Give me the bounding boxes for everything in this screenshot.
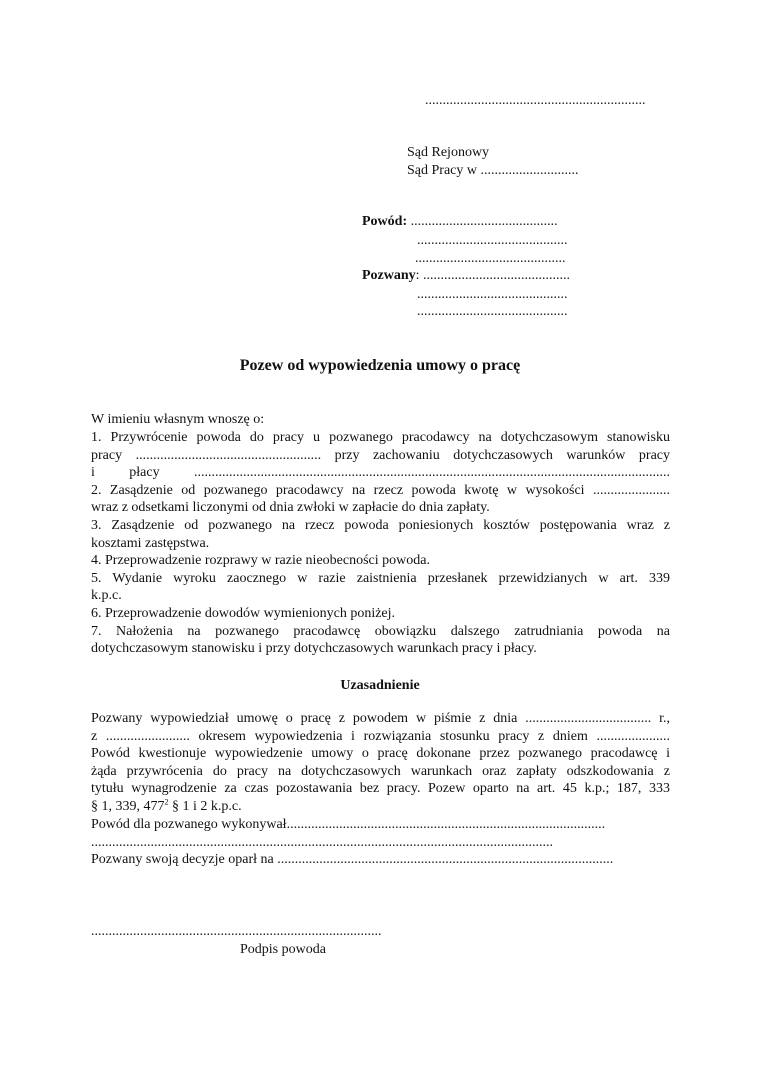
request-line: wraz z odsetkami liczonymi od dnia zwłoki w zapłacie do dnia zapłaty. <box>91 500 490 516</box>
superscript: 2 <box>164 797 169 807</box>
court-name: Sąd Rejonowy <box>407 145 490 160</box>
request-line: 3. Zasądzenie od pozwanego na rzecz powoda poniesionych kosztów postępowania wraz z <box>91 518 670 533</box>
request-line: pracy ..................................................... przy zachowaniu dotychczasowych warunków pracy <box>91 447 670 463</box>
decision-line: Pozwany swoją decyzje oparł na ................................................................................................ <box>91 852 614 867</box>
request-line: 7. Nałożenia na pozwanego pracodawcę obowiązku dalszego zatrudniania powoda na <box>91 623 670 639</box>
plaintiff-blank: ........................................... <box>417 233 568 248</box>
request-line: dotychczasowym stanowisku i przy dotychczasowych warunkach pracy i płacy. <box>91 641 537 657</box>
defendant-line <box>362 267 570 285</box>
request-line: kosztami zastępstwa. <box>91 535 210 551</box>
justification-line: Powód kwestionuje wypowiedzenie umowy o pracę dokonane przez pozwanego pracodawcę i <box>91 746 670 762</box>
plaintiff-blank: ........................................... <box>415 251 566 266</box>
legal-basis-text: § 1 i 2 k.p.c. <box>168 799 242 814</box>
request-line: 5. Wydanie wyroku zaocznego w razie zaistnienia przesłanek przewidzianych w art. 339 <box>91 570 670 586</box>
request-line: 2. Zasądzenie od pozwanego pracodawcy na rzecz powoda kwotę w wysokości ...................... <box>91 482 670 498</box>
defendant-blank: ........................................... <box>417 304 568 319</box>
defendant-blank: ........................................... <box>417 287 568 302</box>
justification-line: żąda przywrócenia do pracy na dotychczasowych warunkach oraz zapłaty odszkodowania z <box>91 763 670 779</box>
court-department: Sąd Pracy w ............................ <box>407 163 579 178</box>
request-line: i płacy ........................................................................................................................................ <box>91 465 670 481</box>
request-line: 6. Przeprowadzenie dowodów wymienionych poniżej. <box>91 606 396 621</box>
defendant-blank: : .......................................... <box>415 268 571 283</box>
blank-line: .................................................................................................................................... <box>91 835 553 850</box>
plaintiff-blank: .......................................... <box>407 214 558 229</box>
legal-basis-text: § 1, 339, 477 <box>91 799 165 814</box>
request-line: k.p.c. <box>91 588 122 604</box>
plaintiff-line <box>362 213 558 231</box>
plaintiff-label: Powód: <box>362 214 408 229</box>
justification-line: z ........................ okresem wypowiedzenia i rozwiązania stosunku pracy z dniem ..................... <box>91 728 670 744</box>
justification-line: tytułu wynagrodzenie za czas pozostawania bez pracy. Pozew oparto na art. 45 k.p.; 187, 333 <box>91 781 670 797</box>
defendant-label: Pozwany <box>362 268 416 283</box>
justification-heading: Uzasadnienie <box>340 678 420 693</box>
signature-blank: ................................................................................... <box>91 924 382 939</box>
request-line: 1. Przywrócenie powoda do pracy u pozwanego pracodawcy na dotychczasowym stanowisku <box>91 430 670 445</box>
place-date-blank: ............................................................... <box>425 93 646 108</box>
signature-label: Podpis powoda <box>240 942 326 957</box>
request-line: 4. Przeprowadzenie rozprawy w razie nieobecności powoda. <box>91 553 430 569</box>
legal-basis-line <box>91 798 242 816</box>
document-title: Pozew od wypowiedzenia umowy o pracę <box>239 357 521 374</box>
requests-intro: W imieniu własnym wnoszę o: <box>91 412 265 427</box>
work-line: Powód dla pozwanego wykonywał........................................................................................... <box>91 817 606 832</box>
justification-line: Pozwany wypowiedział umowę o pracę z powodem w piśmie z dnia .................................... r., <box>91 711 670 726</box>
